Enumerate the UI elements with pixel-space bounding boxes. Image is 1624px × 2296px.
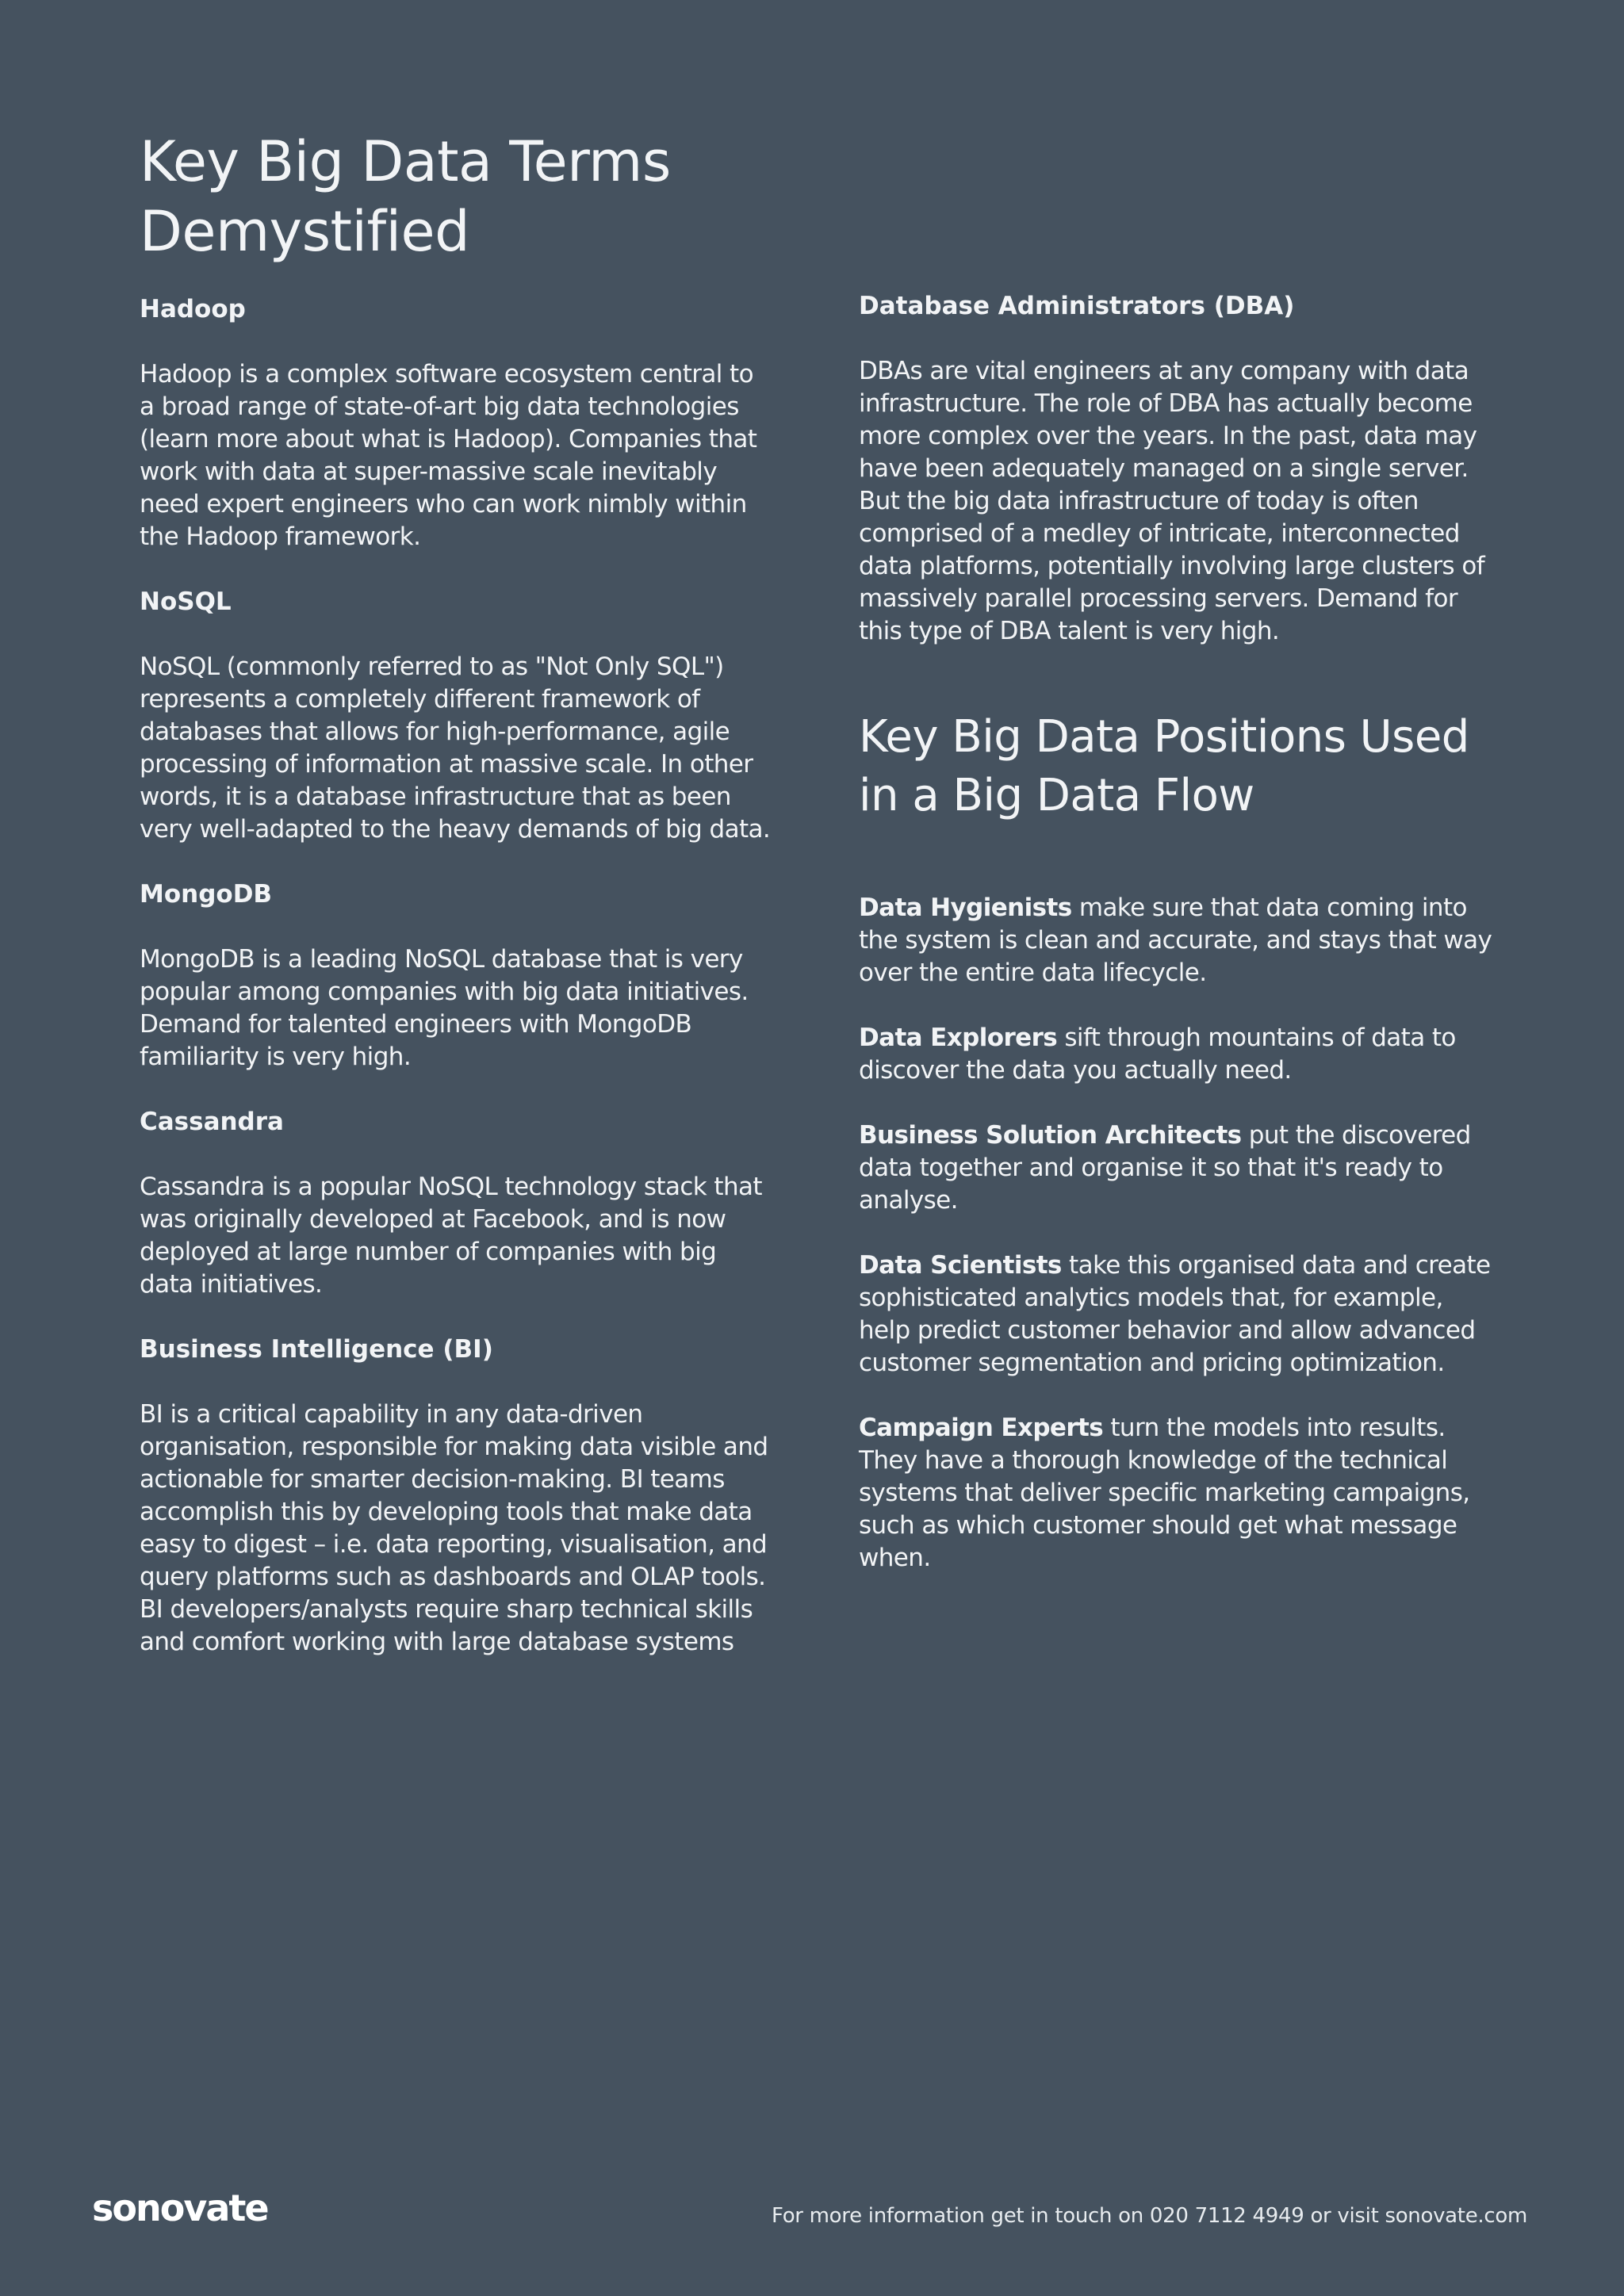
role-data-hygienists <box>859 892 1493 989</box>
term-mongodb <box>140 878 774 1073</box>
role-data-scientists <box>859 1249 1493 1380</box>
role-name: Business Solution Architects <box>859 1121 1242 1150</box>
role-name: Data Explorers <box>859 1024 1058 1052</box>
sonovate-logo: sonovate <box>92 2187 268 2229</box>
role-text: turn the models into results. They have a thorough knowledge of the technical systems that deliver specific marketing campaigns, such as which customer should get what message when. <box>859 1414 1470 1572</box>
role-name: Campaign Experts <box>859 1414 1104 1442</box>
page-title: Key Big Data Terms Demystified <box>140 129 671 264</box>
term-dba <box>859 290 1493 648</box>
role-name: Data Scientists <box>859 1251 1062 1280</box>
term-heading: Cassandra <box>140 1108 284 1136</box>
term-body: BI is a critical capability in any data-driven organisation, responsible for making data visible and actionable for smarter decision-making. BI teams accomplish this by developing tools that make data easy to digest – i.e. data reporting, visualisation, and query platforms such as dashboards and OLAP tools. BI developers/analysts require sharp technical skills and comfort working with large database systems <box>140 1400 768 1656</box>
term-hadoop <box>140 293 774 553</box>
role-text: sift through mountains of data to discover the data you actually need. <box>859 1024 1456 1085</box>
role-text: put the discovered data together and organise it so that it's ready to analyse. <box>859 1121 1471 1215</box>
role-campaign-experts <box>859 1412 1493 1575</box>
footer-contact: For more information get in touch on 020 7112 4949 or visit sonovate.com <box>771 2204 1527 2228</box>
role-text: make sure that data coming into the system is clean and accurate, and stays that way over the entire data lifecycle. <box>859 894 1492 987</box>
term-body: MongoDB is a leading NoSQL database that is very popular among companies with big data initiatives. Demand for talented engineers with MongoDB familiarity is very high. <box>140 945 749 1071</box>
role-text: take this organised data and create sophisticated analytics models that, for example, help predict customer behavior and allow advanced customer segmentation and pricing optimization. <box>859 1251 1491 1377</box>
term-bi <box>140 1334 774 1659</box>
role-name: Data Hygienists <box>859 894 1072 922</box>
term-body: NoSQL (commonly referred to as "Not Only SQL") represents a completely different framework of databases that allows for high-performance, agile processing of information at massive scale. In other words, it is a database infrastructure that as been very well-adapted to the heavy demands of big data. <box>140 652 771 844</box>
term-heading: Database Administrators (DBA) <box>859 292 1295 320</box>
positions-title: Key Big Data Positions Used in a Big Data Flow <box>859 711 1469 821</box>
term-body: DBAs are vital engineers at any company with data infrastructure. The role of DBA has actually become more complex over the years. In the past, data may have been adequately managed on a single server. But the big data infrastructure of today is often comprised of a medley of intricate, interconnected data platforms, potentially involving large clusters of massively parallel processing servers. Demand for this type of DBA talent is very high. <box>859 357 1485 645</box>
term-heading: NoSQL <box>140 587 232 616</box>
term-heading: Hadoop <box>140 295 246 323</box>
term-heading: MongoDB <box>140 880 273 909</box>
term-nosql <box>140 586 774 846</box>
role-data-explorers <box>859 1022 1493 1087</box>
term-cassandra <box>140 1106 774 1301</box>
role-business-solution-architects <box>859 1119 1493 1217</box>
term-heading: Business Intelligence (BI) <box>140 1335 493 1364</box>
term-body: Cassandra is a popular NoSQL technology stack that was originally developed at Facebook, and is now deployed at large number of companies with big data initiatives. <box>140 1173 762 1299</box>
term-body: Hadoop is a complex software ecosystem central to a broad range of state-of-art big data technologies (learn more about what is Hadoop). Companies that work with data at super-massive scale inevitably need expert engineers who can work nimbly within the Hadoop framework. <box>140 360 757 551</box>
left-column <box>140 293 774 1691</box>
right-column <box>859 290 1493 1607</box>
